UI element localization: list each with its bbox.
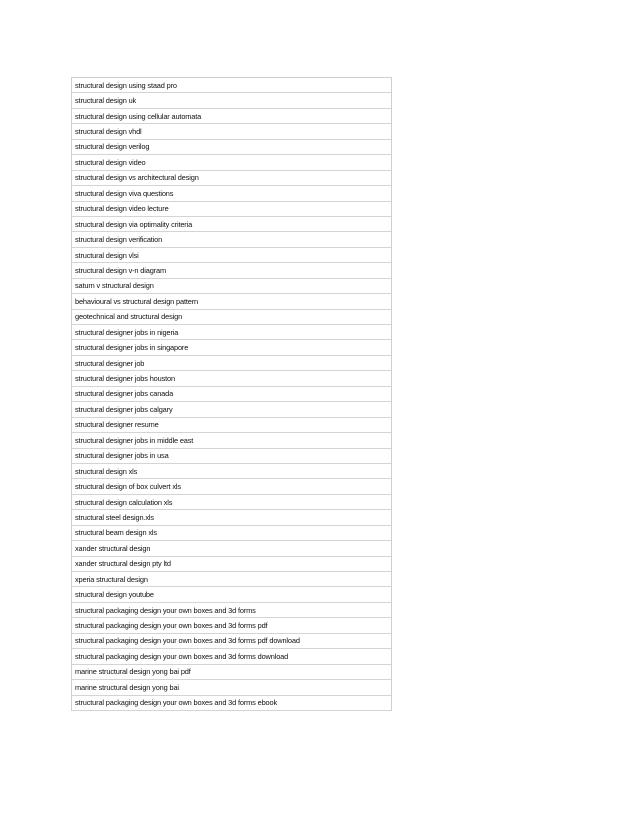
table-cell: structural designer resume (75, 420, 159, 430)
table-row (72, 402, 391, 417)
table-cell: structural steel design.xls (75, 512, 154, 522)
table-row (72, 186, 391, 201)
table-row (72, 248, 391, 263)
table-row (72, 232, 391, 247)
table-row (72, 649, 391, 664)
table-row (72, 479, 391, 494)
table-row (72, 279, 391, 294)
table-row (72, 387, 391, 402)
table-cell: structural design verification (75, 235, 163, 245)
table-cell: structural packaging design your own boxes and 3d forms (75, 605, 256, 615)
table-row (72, 356, 391, 371)
table-row (72, 510, 391, 525)
table-cell: structural packaging design your own boxes and 3d forms ebook (75, 698, 278, 708)
table-cell: structural design vlsi (75, 250, 139, 260)
table-row (72, 371, 391, 386)
table-row (72, 325, 391, 340)
table-cell: structural designer jobs canada (75, 389, 174, 399)
table-row (72, 155, 391, 170)
table-cell: geotechnical and structural design (75, 312, 183, 322)
table-row (72, 109, 391, 124)
table-row (72, 665, 391, 680)
table-row (72, 449, 391, 464)
table-cell: xperia structural design (75, 574, 148, 584)
table-row (72, 294, 391, 309)
table-row (72, 140, 391, 155)
table-row (72, 310, 391, 325)
table-cell: structural designer jobs in usa (75, 451, 169, 461)
table-cell: structural design v-n diagram (75, 265, 166, 275)
table-row (72, 263, 391, 278)
table-row (72, 93, 391, 108)
table-cell: structural design using staad pro (75, 80, 177, 90)
table-cell: structural packaging design your own boxes and 3d forms download (75, 651, 289, 661)
table-cell: structural design xls (75, 466, 138, 476)
table-cell: structural design video lecture (75, 204, 169, 214)
table-row (72, 680, 391, 695)
table-row (72, 495, 391, 510)
table-cell: structural designer jobs in nigeria (75, 327, 179, 337)
table-cell: structural design of box culvert xls (75, 482, 181, 492)
table-row (72, 217, 391, 232)
table-cell: structural design youtube (75, 590, 154, 600)
table-cell: saturn v structural design (75, 281, 154, 291)
table-cell: marine structural design yong bai pdf (75, 667, 191, 677)
table-cell: structural designer jobs in middle east (75, 435, 194, 445)
table-row (72, 171, 391, 186)
table-row (72, 572, 391, 587)
table-row (72, 618, 391, 633)
table-row (72, 464, 391, 479)
table-cell: structural designer jobs houston (75, 374, 175, 384)
table-row (72, 526, 391, 541)
table-row (72, 541, 391, 556)
keyword-table (71, 77, 392, 711)
table-row (72, 433, 391, 448)
table-row (72, 557, 391, 572)
table-row (72, 340, 391, 355)
table-cell: structural designer jobs calgary (75, 404, 173, 414)
table-cell: structural design viva questions (75, 188, 174, 198)
table-cell: xander structural design pty ltd (75, 559, 171, 569)
table-cell: structural design uk (75, 96, 137, 106)
table-row (72, 696, 391, 711)
table-cell: structural design via optimality criteria (75, 219, 193, 229)
table-cell: structural design verilog (75, 142, 150, 152)
table-cell: structural design vs architectural design (75, 173, 199, 183)
table-cell: behavioural vs structural design pattern (75, 296, 198, 306)
table-cell: marine structural design yong bai (75, 682, 179, 692)
table-cell: structural design video (75, 157, 146, 167)
table-cell: xander structural design (75, 543, 151, 553)
table-cell: structural designer job (75, 358, 145, 368)
table-cell: structural designer jobs in singapore (75, 343, 189, 353)
table-cell: structural design using cellular automata (75, 111, 202, 121)
table-row (72, 587, 391, 602)
table-cell: structural packaging design your own boxes and 3d forms pdf (75, 621, 268, 631)
table-row (72, 418, 391, 433)
table-row (72, 603, 391, 618)
table-cell: structural design calculation xls (75, 497, 173, 507)
table-cell: structural design vhdl (75, 127, 142, 137)
table-row (72, 124, 391, 139)
table-row (72, 78, 391, 93)
table-cell: structural packaging design your own boxes and 3d forms pdf download (75, 636, 300, 646)
table-row (72, 634, 391, 649)
table-row (72, 202, 391, 217)
table-cell: structural beam design xls (75, 528, 157, 538)
